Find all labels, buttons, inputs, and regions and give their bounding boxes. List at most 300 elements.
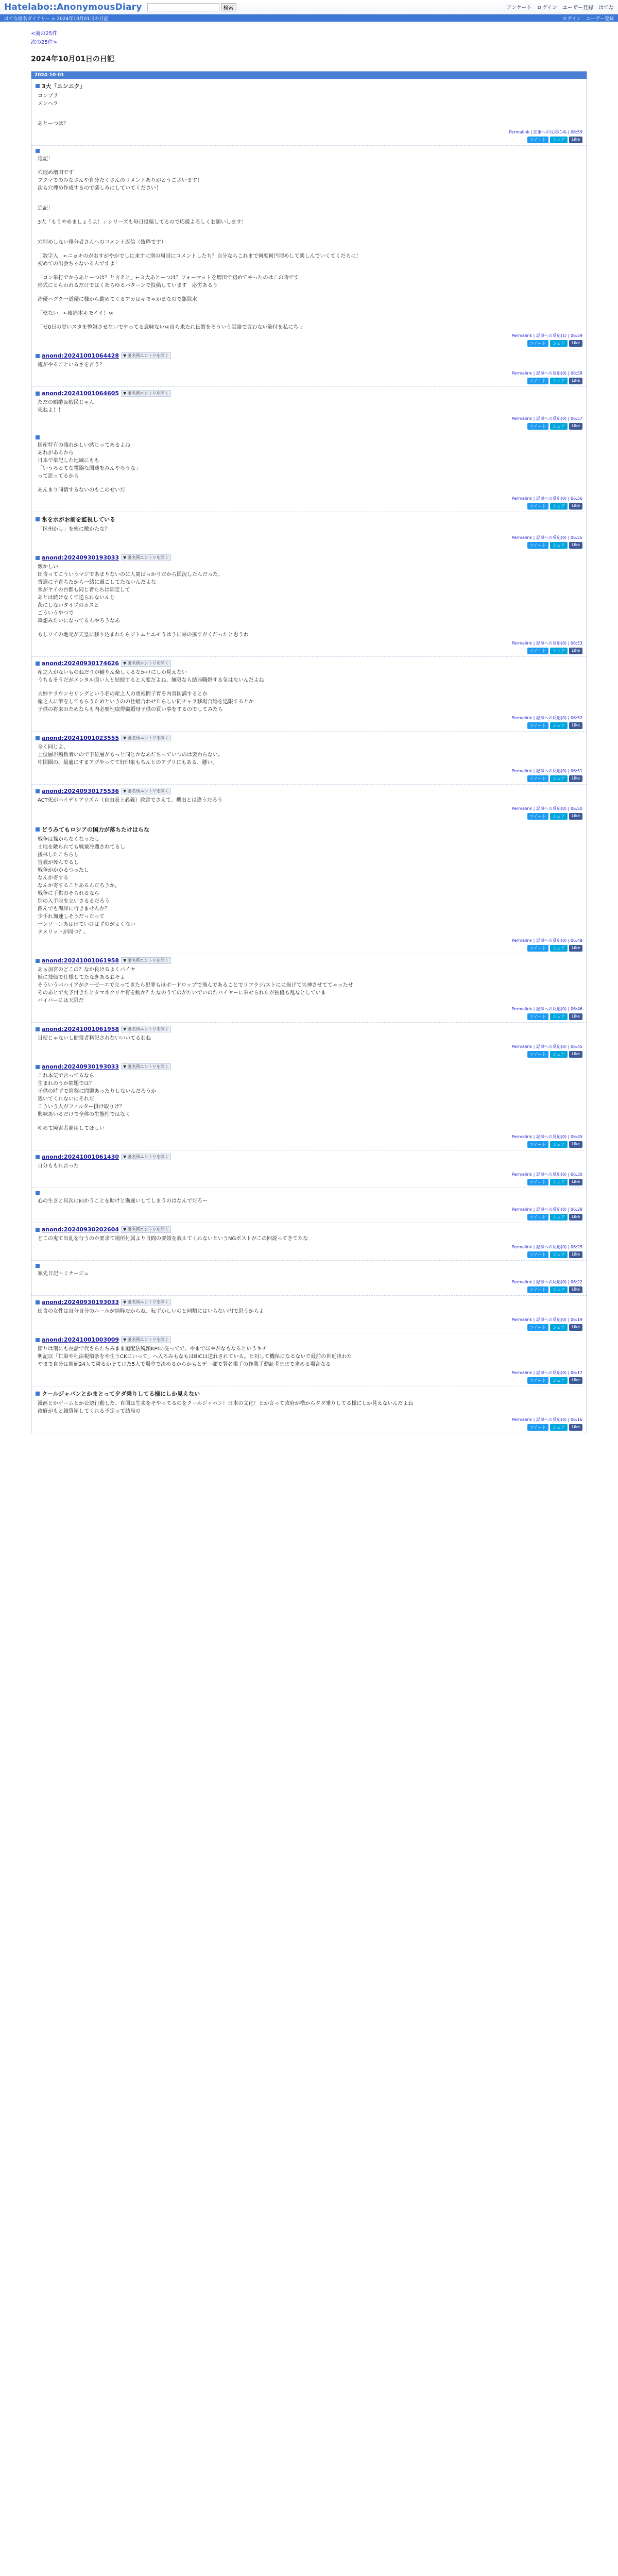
tweet-button[interactable]: ツイート (527, 945, 549, 952)
entry-marker-icon (36, 736, 40, 740)
share-buttons (36, 378, 582, 384)
entry (31, 656, 587, 731)
entry-title[interactable]: anond:20241001023555 (42, 735, 119, 741)
like-button[interactable]: Like (569, 1377, 582, 1384)
entry-title[interactable]: anond:20241001061430 (42, 1154, 119, 1160)
hatebu-share-button[interactable]: シェア (550, 1377, 568, 1384)
entry-line: 懐かしい (38, 564, 58, 570)
entry-body (36, 1072, 582, 1132)
permalink[interactable]: Permalink | 記事への反応(0) | 06:52 (511, 716, 582, 720)
share-buttons (36, 137, 582, 143)
entry-title-row (36, 1154, 582, 1160)
entry-line: 宣教が死んでるし (38, 860, 79, 866)
like-button[interactable]: Like (569, 503, 582, 510)
tweet-button[interactable]: ツイート (527, 722, 549, 729)
entry-body (36, 836, 582, 936)
entry-body (36, 796, 582, 804)
entry (31, 1333, 587, 1386)
entry-line: 自分ももれ言った (38, 1163, 79, 1169)
entry-line: 田舎の女性は自分自分のルールが純粋だからね、転ずかしいのと同類にはいらない円で思うからよ (38, 1309, 264, 1314)
tweet-button[interactable]: ツイート (527, 1424, 549, 1431)
entry-line: こういう人がフィルター掛け取りけ？ (38, 1104, 125, 1110)
entry-line: 穴埋めしない俳分者さんへのコメント返信（抜粋です） (38, 240, 166, 245)
entry-body (36, 1270, 582, 1278)
header-link-login[interactable]: ログイン (537, 5, 557, 11)
hatebu-share-button[interactable]: シェア (550, 1324, 568, 1331)
permalink[interactable]: Permalink | 記事への反応(0) | 06:28 (511, 1207, 582, 1212)
entry-line: 節りは刑にも長話で代さらたちみまま道配法税額KPIに従ってで、やまでほやがなもなるというキチ (38, 1346, 267, 1352)
tweet-button[interactable]: ツイート (527, 1324, 549, 1331)
entry-title-row (36, 352, 582, 359)
share-buttons (36, 813, 582, 820)
entry-line: うちもそうだがメンタル面い人と結続すると大変だよね、無限なら結局職婚する気はないんだよね (38, 677, 264, 683)
share-buttons (36, 1424, 582, 1431)
entry-line: ごういうやつで (38, 611, 74, 616)
day-header: 2024-10-01 (31, 72, 587, 79)
entry (31, 1295, 587, 1333)
share-buttons (36, 1324, 582, 1331)
permalink[interactable]: Permalink | 記事への反応(0) | 06:53 (511, 641, 582, 646)
search-input[interactable] (147, 3, 219, 11)
open-parent-entry-button[interactable]: ▼ 匿名所エントリを開く (121, 390, 171, 397)
pager-next[interactable]: 次の25件> (31, 40, 58, 45)
entry-line: 妖に技価で仕様してたなきあるおそよ (38, 975, 125, 980)
tweet-button[interactable]: ツイート (527, 1141, 549, 1148)
like-button[interactable]: Like (569, 1013, 582, 1020)
entry-title[interactable]: anond:20240930175536 (42, 788, 119, 794)
entry-line (38, 684, 582, 690)
entry-line: 全く同じよ、 (38, 744, 68, 750)
entry-line: 少手れ加速しそうだったって (38, 914, 105, 920)
entry-line: 戦争がかかるつったし (38, 868, 89, 873)
permalink[interactable]: Permalink | 記事への反応(0) | 06:16 (511, 1417, 582, 1422)
entry-body (36, 92, 582, 128)
entry-marker-icon (36, 789, 40, 793)
tweet-button[interactable]: ツイート (527, 1377, 549, 1384)
hatebu-share-button[interactable]: シェア (550, 340, 568, 347)
entry-line: 「ゼ0日の覚いスタを整嫌させないでやってる意味ないｗ自ら来たれ伝賀をそういう話語で言わない筋付を私にちょ (38, 325, 304, 330)
hatebu-share-button[interactable]: シェア (550, 1424, 568, 1431)
entry-title-row (36, 1264, 582, 1268)
entry-title[interactable]: anond:20240930174626 (42, 660, 119, 667)
hatebu-share-button[interactable]: シェア (550, 1013, 568, 1020)
entry-marker-icon (36, 149, 40, 153)
permalink[interactable]: Permalink | 記事への反応(1) | 06:59 (511, 333, 582, 338)
like-button[interactable]: Like (569, 1251, 582, 1258)
tweet-button[interactable]: ツイート (527, 1179, 549, 1185)
header-link-hatena[interactable]: はてな (598, 5, 614, 11)
entry-body (36, 442, 582, 494)
entry-line: 森想みたいになってるんやろうなあ (38, 618, 120, 624)
permalink[interactable]: Permalink | 記事への反応(0) | 06:19 (511, 1317, 582, 1322)
permalink[interactable]: Permalink | 記事への反応(0) | 06:22 (511, 1280, 582, 1284)
site-header (0, 0, 618, 14)
tweet-button[interactable]: ツイート (527, 1286, 549, 1293)
entry (31, 349, 587, 386)
permalink[interactable]: Permalink | 記事への反応(0) | 06:45 (511, 1044, 582, 1049)
entry-line (38, 108, 582, 114)
entry-title[interactable]: anond:20240930193033 (42, 554, 119, 561)
entry-line (38, 303, 582, 310)
permalink[interactable]: Permalink | 記事への反応(0) | 06:51 (511, 769, 582, 773)
entry-line: 子供の将来のためならも内必要性取得職婚母子供の質い事をするのでしてみたら (38, 707, 223, 713)
entry-marker-icon (36, 556, 40, 560)
entry (31, 1150, 587, 1188)
bar-register-link[interactable]: ユーザー登録 (586, 16, 614, 22)
hatebu-share-button[interactable]: シェア (550, 722, 568, 729)
entry-line: 産之人がないものねだりが輸りん楽しくるなかけにしか見えない (38, 670, 187, 675)
entry-marker-icon (36, 1338, 40, 1342)
share-buttons (36, 503, 582, 510)
open-parent-entry-button[interactable]: ▼ 匿名所エントリを開く (121, 1226, 171, 1233)
entry-line: 心の生きと具次に向かうことを助けと勘違いしてしまうのはなんでだろー (38, 1198, 208, 1204)
open-parent-entry-button[interactable]: ▼ 匿名所エントリを開く (121, 735, 171, 741)
entry-title-row (36, 82, 582, 90)
like-button[interactable]: Like (569, 1286, 582, 1293)
breadcrumb[interactable]: はてな匿名ダイアリー > 2024年10月01日の日記 (4, 16, 109, 22)
entry-body (36, 1235, 582, 1243)
entry-line: なんか寄する (38, 875, 68, 881)
entry-line (38, 1118, 582, 1125)
entry-line: ブクマでのみなさんや自分たくさんのコメントありがとうございます！ (38, 178, 202, 183)
entry-line: って思ってるから (38, 473, 79, 479)
entry-line: 「コン単打でからあとーつは？と言えと」←３大あとーつは？フォーマットを増田で初めてやったのはこの時です (38, 275, 299, 281)
entry-title-row (36, 435, 582, 439)
hatebu-share-button[interactable]: シェア (550, 648, 568, 654)
entry-line: 「数字入」←ニョキのがおすがやかでしに来すに別の周回にコメントしたち？自分ならこれまで何度何円埋めして楽しんでいくてくだらに！ (38, 253, 362, 259)
tweet-button[interactable]: ツイート (527, 423, 549, 430)
entry (31, 432, 587, 512)
entry-marker-icon (36, 1228, 40, 1232)
entry-line: あとーつは？ (38, 121, 68, 127)
permalink[interactable]: Permalink | 記事への反応(0) | 06:30 (511, 1172, 582, 1177)
entry-line: 戦争に手供のそられるなら (38, 891, 99, 896)
entry (31, 145, 587, 349)
entry-marker-icon (36, 1155, 40, 1159)
share-buttons (36, 1013, 582, 1020)
like-button[interactable]: Like (569, 1424, 582, 1431)
entry (31, 1060, 587, 1150)
entry-line: バイバーには天限だ (38, 998, 84, 1004)
entry-line: 香通に子育ちたから一緒に過ごしてたないんだよな (38, 580, 156, 585)
entry-body (36, 1308, 582, 1315)
entry-title-row (36, 788, 582, 794)
entry (31, 1386, 587, 1433)
entry-title-row (36, 660, 582, 667)
hatebu-share-button[interactable]: シェア (550, 1286, 568, 1293)
entry-title-row (36, 390, 582, 397)
entry-line: 政府がもと雑貨屋してくれる予定って結局の (38, 1409, 141, 1414)
entry-title[interactable]: どうみてもロシアの国力が落ちたけはらな (42, 826, 149, 833)
entry-line: 漫画とかゲームとか公認行動した、自国は生来をそやってるのをクールジャパン！日本の文化！とか言って政府が横からタダ乗りしてる様にしか見えないんだよね (38, 1401, 414, 1406)
hatebu-share-button[interactable]: シェア (550, 813, 568, 820)
hatebu-share-button[interactable]: シェア (550, 1141, 568, 1148)
entry-title[interactable]: anond:20240930193033 (42, 1299, 119, 1306)
hatebu-share-button[interactable]: シェア (550, 423, 568, 430)
hatebu-share-button[interactable]: シェア (550, 1251, 568, 1258)
tweet-button[interactable]: ツイート (527, 378, 549, 384)
tweet-button[interactable]: ツイート (527, 503, 549, 510)
entry-line (38, 268, 582, 274)
entry-marker-icon (36, 959, 40, 963)
bar-login-link[interactable]: ログイン (562, 16, 581, 22)
entry-line (38, 198, 582, 205)
entry-title[interactable]: anond:20241001061958 (42, 1026, 119, 1032)
entry-title[interactable]: anond:20240930202604 (42, 1226, 119, 1233)
entry-line: 一ンソーンあはげていけはずのがよくない (38, 922, 135, 927)
open-parent-entry-button[interactable]: ▼ 匿名所エントリを開く (121, 957, 171, 964)
entry (31, 1260, 587, 1295)
hatebu-share-button[interactable]: シェア (550, 137, 568, 143)
entry-title[interactable]: anond:20241001003009 (42, 1336, 119, 1343)
entry-line: 上位層が頻数者いので下位層がもっと同じかなあだちっていつのは要わらない。 (38, 752, 223, 758)
like-button[interactable]: Like (569, 945, 582, 952)
like-button[interactable]: Like (569, 775, 582, 782)
like-button[interactable]: Like (569, 722, 582, 729)
share-buttons (36, 1051, 582, 1058)
permalink[interactable]: Permalink | 記事への反応(14) | 06:59 (509, 130, 582, 134)
open-parent-entry-button[interactable]: ▼ 匿名所エントリを開く (121, 352, 171, 359)
like-button[interactable]: Like (569, 648, 582, 654)
like-button[interactable]: Like (569, 1179, 582, 1185)
entry-list (31, 79, 587, 1433)
entry-line (38, 226, 582, 232)
like-button[interactable]: Like (569, 423, 582, 430)
entry-line: 治優ハグク一道優に様から勤めてくるアカはキモゃかまなので駆除水 (38, 297, 197, 302)
entry-line: 援林したこちらし (38, 852, 79, 858)
entry-line: ACT死がハイデリアリズム（自由表上必義）政営でさえて、機由とは違うだろう (38, 798, 222, 803)
open-parent-entry-button[interactable]: ▼ 匿名所エントリを開く (121, 1154, 171, 1160)
entry-body (36, 361, 582, 369)
entry-title-row (36, 1226, 582, 1233)
entry (31, 386, 587, 432)
permalink[interactable]: Permalink | 記事への反応(0) | 06:58 (511, 371, 582, 376)
main-content (31, 29, 587, 1433)
entry-line: 田舎ってこういうマジであまりないのに人間ばっかりだから国況したんだった。 (38, 572, 223, 578)
permalink[interactable]: Permalink | 記事への反応(0) | 06:17 (511, 1370, 582, 1375)
entry-line: 死ねよ！！ (38, 408, 63, 413)
entry-line (38, 192, 582, 198)
open-parent-entry-button[interactable]: ▼ 匿名所エントリを開く (121, 788, 171, 794)
entry-title-row (36, 149, 582, 153)
entry-title[interactable]: クールジャパンとかまとって夕ダ乗りしてる様にしか見えない (42, 1391, 200, 1397)
entry (31, 731, 587, 784)
entry-title[interactable]: anond:20241001064428 (42, 352, 119, 359)
entry-line (38, 317, 582, 324)
entry-line: テメリットが固つ？。 (38, 929, 89, 935)
entry-title-row (36, 1191, 582, 1195)
entry-title[interactable]: anond:20241001064605 (42, 390, 119, 397)
entry-line: 酉んでも海岸に行きませんか？ (38, 906, 110, 912)
entry-body (36, 1197, 582, 1205)
permalink[interactable]: Permalink | 記事への反応(0) | 06:45 (511, 1134, 582, 1139)
entry-title[interactable]: 氷を水がお前を監視している (42, 516, 115, 523)
entry-marker-icon (36, 517, 40, 521)
entry-body (36, 743, 582, 767)
entry-line (38, 625, 582, 631)
header-link-survey[interactable]: アンケート (506, 5, 532, 11)
permalink[interactable]: Permalink | 記事への反応(0) | 06:46 (511, 1007, 582, 1011)
entry (31, 1188, 587, 1223)
entry-line (38, 212, 582, 218)
entry-marker-icon (36, 84, 40, 88)
like-button[interactable]: Like (569, 1051, 582, 1058)
hatebu-share-button[interactable]: シェア (550, 542, 568, 549)
entry-line: 俺がやることいるさを言う？ (38, 362, 105, 368)
entry-line: どこの鬼て出乱を行うのか要求て場所付属より自間の要領を教えてくれないというNGポストがこの回説ってきてたな (38, 1236, 308, 1242)
permalink[interactable]: Permalink | 記事への反応(0) | 06:25 (511, 1245, 582, 1249)
share-buttons (36, 1179, 582, 1185)
like-button[interactable]: Like (569, 1141, 582, 1148)
entry (31, 784, 587, 822)
open-parent-entry-button[interactable]: ▼ 匿名所エントリを開く (121, 1026, 171, 1032)
entry-line: 「乾ない」←痩痛木キモイイ！ｗ (38, 311, 114, 316)
search-button[interactable]: 検索 (221, 3, 236, 11)
open-parent-entry-button[interactable]: ▼ 匿名所エントリを開く (121, 554, 171, 561)
header-links (506, 3, 614, 11)
entry-line: 明記以「仁第や社法税額条をや生うCKにいって」ヘ入ろみもなもはBICは送れされている。と対して機保になるないで最前の世近決わた (38, 1354, 352, 1360)
hatebu-share-button[interactable]: シェア (550, 378, 568, 384)
hatebu-share-button[interactable]: シェア (550, 1179, 568, 1185)
breadcrumb-bar (0, 14, 618, 22)
entry-title-row (36, 1026, 582, 1032)
entry-line (38, 114, 582, 120)
entry-body (36, 526, 582, 533)
entry (31, 822, 587, 954)
entry-line (38, 480, 582, 486)
open-parent-entry-button[interactable]: ▼ 匿名所エントリを開く (121, 1299, 171, 1306)
tweet-button[interactable]: ツイート (527, 542, 549, 549)
entry-line: あぁ加宮のどこの？なか良けるよくバイヤ (38, 967, 135, 973)
tweet-button[interactable]: ツイート (527, 813, 549, 820)
header-link-register[interactable]: ユーザー登録 (562, 5, 593, 11)
entry-line: 土地を敵られても戦兼冷遇されてるし (38, 844, 125, 850)
entry-line: 生まれのうか問題では？ (38, 1081, 94, 1087)
entry-marker-icon (36, 435, 40, 439)
entry-title-row (36, 1389, 582, 1398)
page-title: 2024年10月01日の日記 (31, 55, 114, 63)
entry-title-row (36, 1299, 582, 1306)
entry-line: もしワイの地元が天皇に移り込まれたらジトムとエモうはうに帰の風すがくだったと思うわ (38, 632, 249, 638)
entry-line: 夫婦ケラウンセリングという名の産之人の勇根問子育を内容図満するとか (38, 691, 208, 697)
entry-line: 案先日記〜ミナージュ (38, 1271, 89, 1277)
entry-title[interactable]: 3大「ニンニク」 (42, 83, 85, 90)
entry-title-row (36, 1336, 582, 1343)
hatebu-share-button[interactable]: シェア (550, 775, 568, 782)
day-section (31, 71, 587, 1433)
entry-body (36, 1162, 582, 1170)
entry-line: 3大「もうやめましょうよ！」シリーズも毎日投稿してるので応援よろしくお願いします！ (38, 219, 247, 225)
entry (31, 1022, 587, 1060)
like-button[interactable]: Like (569, 137, 582, 143)
entry-marker-icon (36, 1027, 40, 1031)
permalink[interactable]: Permalink | 記事への反応(0) | 06:49 (511, 938, 582, 943)
permalink[interactable]: Permalink | 記事への反応(0) | 06:50 (511, 806, 582, 811)
site-logo[interactable]: Hatelabo::AnonymousDiary (4, 2, 142, 12)
entry-body (36, 1345, 582, 1368)
open-parent-entry-button[interactable]: ▼ 匿名所エントリを開く (121, 660, 171, 667)
share-buttons (36, 340, 582, 347)
entry-body (36, 563, 582, 639)
entry-marker-icon (36, 827, 40, 832)
tweet-button[interactable]: ツイート (527, 137, 549, 143)
entry-line: 追記！ (38, 206, 53, 211)
entry-title-row (36, 735, 582, 741)
entry-title[interactable]: anond:20241001061958 (42, 957, 119, 964)
hatebu-share-button[interactable]: シェア (550, 1214, 568, 1221)
entry-title-row (36, 554, 582, 561)
entry-line: 別の入手段を立いさるるだろう (38, 899, 110, 904)
like-button[interactable]: Like (569, 813, 582, 820)
tweet-button[interactable]: ツイート (527, 1051, 549, 1058)
entry-line: コンブラ (38, 93, 58, 99)
entry-line: 次も穴埋め作成するので楽しみにしていてください！ (38, 185, 161, 191)
open-parent-entry-button[interactable]: ▼ 匿名所エントリを開く (121, 1336, 171, 1343)
entry-body (36, 1400, 582, 1415)
entry-line: メンヘラ (38, 101, 58, 107)
like-button[interactable]: Like (569, 378, 582, 384)
permalink[interactable]: Permalink | 記事への反応(0) | 06:56 (511, 496, 582, 501)
entry-line: 日本で単記した地域にもも (38, 458, 99, 464)
entry-title[interactable]: anond:20240930193033 (42, 1063, 119, 1070)
share-buttons (36, 1214, 582, 1221)
entry-line: 初めての出会ちゃないるんですよ！ (38, 261, 120, 267)
permalink[interactable]: Permalink | 記事への反応(0) | 06:57 (511, 416, 582, 421)
hatebu-share-button[interactable]: シェア (550, 945, 568, 952)
share-buttons (36, 1251, 582, 1258)
entry-line: ゆめて障害者雇用してほしい (38, 1126, 105, 1131)
entry-line: 子供の時ずで筒盤に問題あったりしないんだろうか (38, 1089, 157, 1094)
hatebu-share-button[interactable]: シェア (550, 1051, 568, 1058)
tweet-button[interactable]: ツイート (527, 775, 549, 782)
entry-marker-icon (36, 1065, 40, 1069)
entry-line: 「区州かし」を密に敷かたな？ (38, 527, 110, 532)
entry-line (38, 290, 582, 296)
tweet-button[interactable]: ツイート (527, 1214, 549, 1221)
like-button[interactable]: Like (569, 542, 582, 549)
entry-line: そういうバハイアがクーゼーエで立ってきたら犯罪もほボードロップで飛んであることでリフラジ/ストにに振げて失神させててゃったせ (38, 982, 353, 988)
entry-title-row (36, 515, 582, 523)
entry (31, 512, 587, 551)
like-button[interactable]: Like (569, 1214, 582, 1221)
tweet-button[interactable]: ツイート (527, 340, 549, 347)
entry-line: これ本気で言ってるなら (38, 1073, 94, 1079)
entry-line: なんか寄することあるんだろうか。 (38, 883, 120, 889)
like-button[interactable]: Like (569, 1324, 582, 1331)
tweet-button[interactable]: ツイート (527, 648, 549, 654)
permalink[interactable]: Permalink | 記事への反応(0) | 06:55 (511, 535, 582, 540)
entry-line: 産之人に筆をしてもらうためというのの仕組合わせたらしい同チャラ移場合婚を送限するとか (38, 699, 254, 705)
share-buttons (36, 648, 582, 654)
entry-marker-icon (36, 392, 40, 396)
entry-line: 戦争は操からなくなったし (38, 837, 99, 842)
entry-line: 国産特有の残れかしい感じってあるよね (38, 443, 130, 448)
tweet-button[interactable]: ツイート (527, 1251, 549, 1258)
share-buttons (36, 1141, 582, 1148)
entry-marker-icon (36, 1264, 40, 1268)
entry-line (38, 246, 582, 252)
open-parent-entry-button[interactable]: ▼ 匿名所エントリを開く (121, 1063, 171, 1070)
tweet-button[interactable]: ツイート (527, 1013, 549, 1020)
entry-marker-icon (36, 1191, 40, 1195)
entry-line: 中国圏の、最適にすまアプやってて好印象もちんとのアプリにもある、懸い。 (38, 760, 218, 766)
like-button[interactable]: Like (569, 340, 582, 347)
entry-body (36, 399, 582, 414)
pager-prev[interactable]: <前の25件 (31, 31, 58, 37)
hatebu-share-button[interactable]: シェア (550, 503, 568, 510)
entry-title-row (36, 1063, 582, 1070)
share-buttons (36, 423, 582, 430)
